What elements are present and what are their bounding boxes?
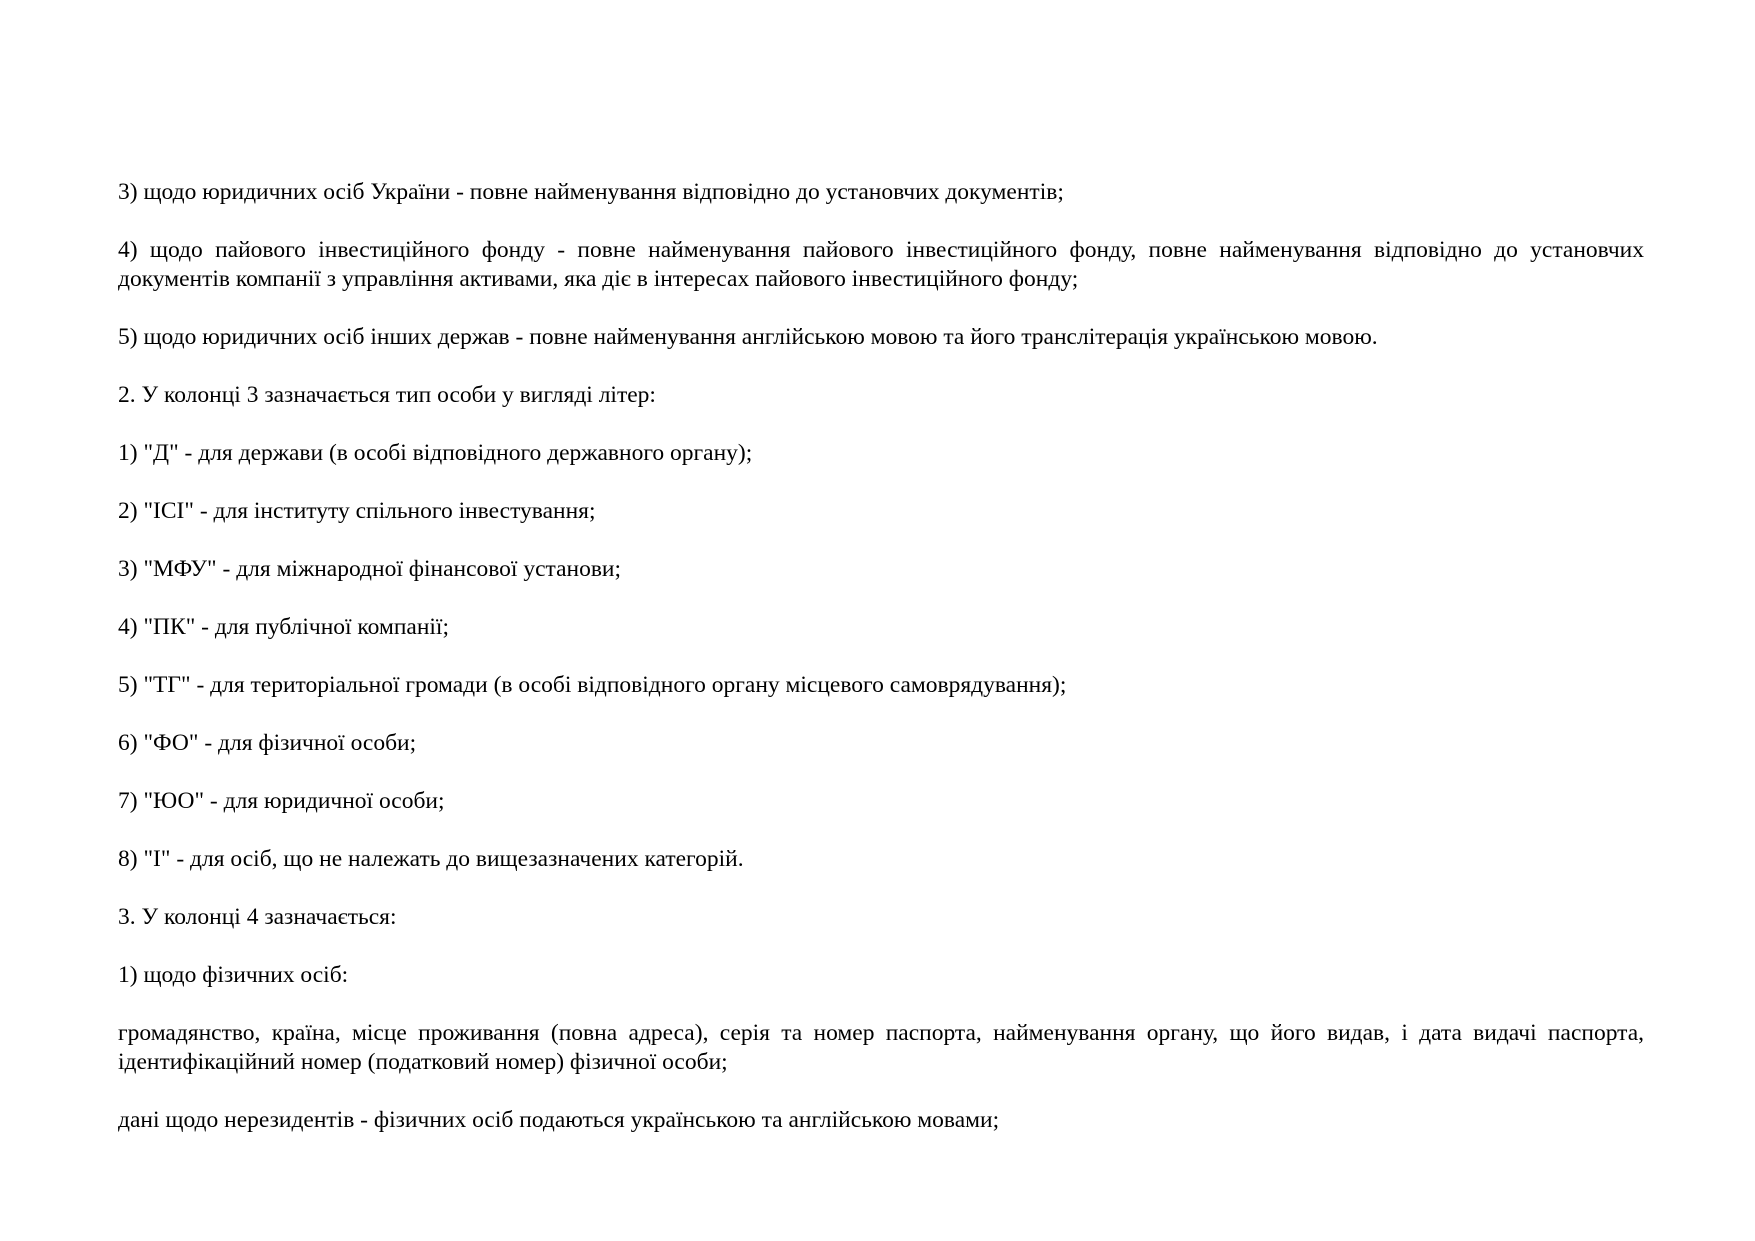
paragraph-type-i: 8) "І" - для осіб, що не належать до вищезазначених категорій. (118, 846, 744, 872)
paragraph-column-3-heading: 2. У колонці 3 зазначається тип особи у вигляді літер: (118, 382, 656, 408)
paragraph-type-yuo: 7) "ЮО" - для юридичної особи; (118, 788, 445, 814)
paragraph-nonresident-languages: дані щодо нерезидентів - фізичних осіб подаються українською та англійською мовами; (118, 1107, 1000, 1133)
paragraph-individuals: 1) щодо фізичних осіб: (118, 962, 349, 988)
paragraph-individual-details: громадянство, країна, місце проживання (повна адреса), серія та номер паспорта, найменування органу, що його видав, і дата видачі паспорта, ідентифікаційний номер (податковий номер) фізичної особи; (118, 1020, 1644, 1075)
paragraph-type-pk: 4) "ПК" - для публічної компанії; (118, 614, 449, 640)
paragraph-type-isi: 2) "ІСІ" - для інституту спільного інвестування; (118, 498, 596, 524)
paragraph-investment-fund: 4) щодо пайового інвестиційного фонду - повне найменування пайового інвестиційного фонду, повне найменування відповідно до установчих документів компанії з управління активами, яка діє в інтересах пайового інвестиційного фонду; (118, 237, 1644, 292)
paragraph-foreign-legal-entities: 5) щодо юридичних осіб інших держав - повне найменування англійською мовою та його транслітерація українською мовою. (118, 324, 1378, 350)
paragraph-type-mfu: 3) "МФУ" - для міжнародної фінансової установи; (118, 556, 622, 582)
paragraph-type-fo: 6) "ФО" - для фізичної особи; (118, 730, 417, 756)
paragraph-type-state: 1) "Д" - для держави (в особі відповідного державного органу); (118, 440, 753, 466)
document-body (118, 178, 1644, 1164)
paragraph-legal-entities-ukraine: 3) щодо юридичних осіб України - повне найменування відповідно до установчих документів; (118, 179, 1064, 205)
paragraph-type-tg: 5) "ТГ" - для територіальної громади (в особі відповідного органу місцевого самоврядування); (118, 672, 1067, 698)
paragraph-column-4-heading: 3. У колонці 4 зазначається: (118, 904, 397, 930)
